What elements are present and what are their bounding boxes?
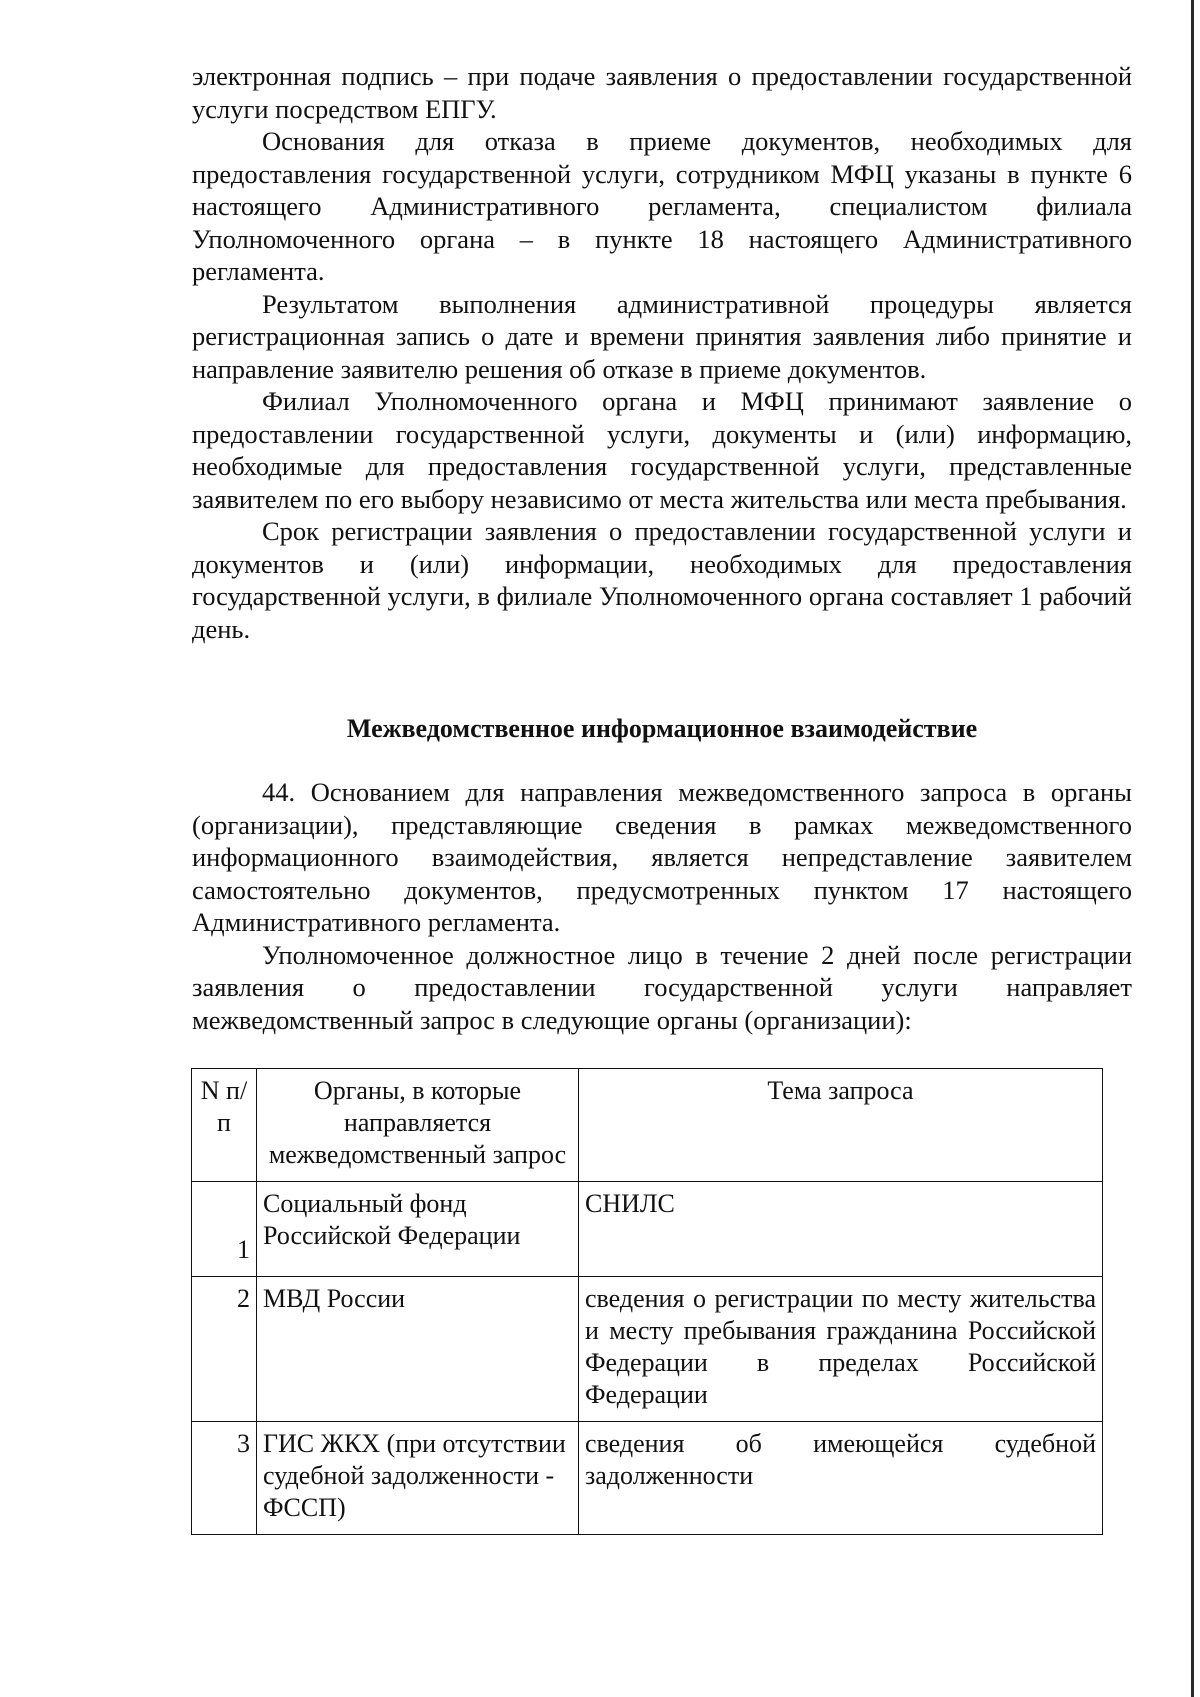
table-row: [192, 1422, 1103, 1535]
header-org: Органы, в которые направляется межведомственный запрос: [257, 1069, 579, 1182]
table-header-row: [192, 1069, 1103, 1182]
row-topic: сведения о регистрации по месту жительства и месту пребывания гражданина Российской Федерации в пределах Российской Федерации: [579, 1277, 1103, 1422]
paragraph-procedure-result: Результатом выполнения административной процедуры является регистрационная запись о дате и времени принятия заявления либо принятие и направление заявителю решения об отказе в приеме документов.: [192, 288, 1132, 384]
row-num: 2: [192, 1277, 257, 1422]
row-topic: сведения об имеющейся судебной задолженности: [579, 1422, 1103, 1535]
row-num: 1: [192, 1182, 257, 1277]
interagency-request-table: [191, 1068, 1103, 1535]
body-text-top: [192, 60, 1132, 645]
section-heading: Межведомственное информационное взаимодействие: [346, 714, 978, 743]
paragraph-signature: электронная подпись – при подаче заявления о предоставлении государственной услуги посредством ЕПГУ.: [192, 61, 1132, 124]
table-row: [192, 1182, 1103, 1277]
row-topic: СНИЛС: [579, 1182, 1103, 1277]
paragraph-registration-term: Срок регистрации заявления о предоставлении государственной услуги и документов и (или) информации, необходимых для предоставления государственной услуги, в филиале Уполномоченного органа составляет 1 рабочий день.: [192, 516, 1132, 644]
table-row: [192, 1277, 1103, 1422]
scan-edge-line: [1191, 0, 1194, 1697]
paragraph-acceptance: Филиал Уполномоченного органа и МФЦ принимают заявление о предоставлении государственной услуги, документы и (или) информацию, необходимые для предоставления государственной услуги, представленные заявителем по его выбору независимо от места жительства или места пребывания.: [192, 386, 1132, 514]
paragraph-official-request: Уполномоченное должностное лицо в течение 2 дней после регистрации заявления о предоставлении государственной услуги направляет межведомственный запрос в следующие органы (организации):: [192, 939, 1132, 1035]
paragraph-refusal-grounds: Основания для отказа в приеме документов, необходимых для предоставления государственной услуги, сотрудником МФЦ указаны в пункте 6 настоящего Административного регламента, специалистом филиала Уполномоченного органа – в пункте 18 настоящего Административного регламента.: [192, 126, 1132, 286]
header-topic: Тема запроса: [579, 1069, 1103, 1182]
body-text-bottom: [192, 776, 1132, 1036]
paragraph-44: 44. Основанием для направления межведомственного запроса в органы (организации), представляющие сведения в рамках межведомственного информационного взаимодействия, является непредставление заявителем самостоятельно документов, предусмотренных пунктом 17 настоящего Административного регламента.: [192, 777, 1132, 937]
row-org: Социальный фонд Российской Федерации: [257, 1182, 579, 1277]
row-org: ГИС ЖКХ (при отсутствии судебной задолженности - ФССП): [257, 1422, 579, 1535]
header-num: N п/п: [192, 1069, 257, 1182]
row-org: МВД России: [257, 1277, 579, 1422]
row-num: 3: [192, 1422, 257, 1535]
